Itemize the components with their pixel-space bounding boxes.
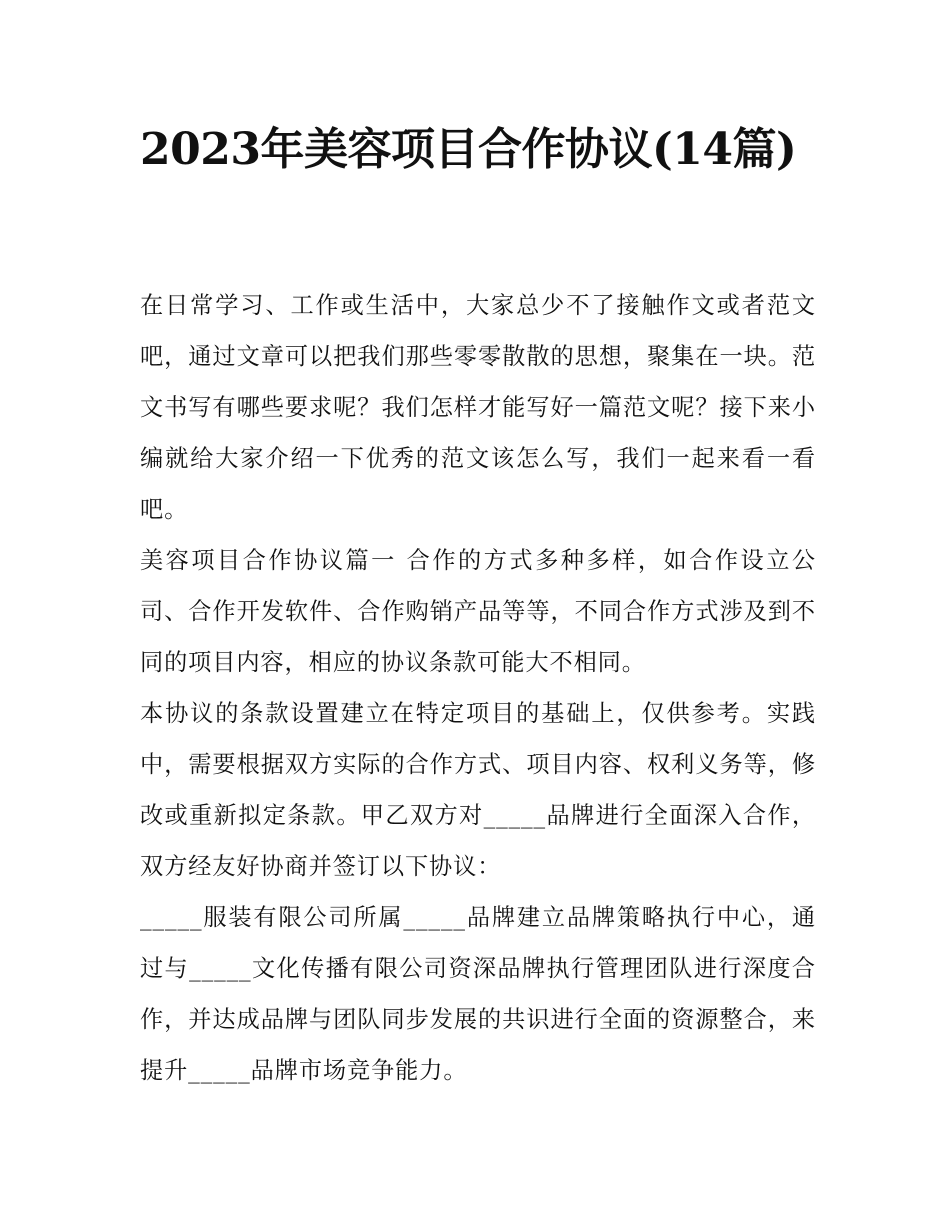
document-title: 2023年美容项目合作协议(14篇)	[140, 124, 797, 175]
paragraph-cooperation: _____服装有限公司所属_____品牌建立品牌策略执行中心，通过与_____文化传播有限公司资深品牌执行管理团队进行深度合作，并达成品牌与团队同步发展的共识进行全面的资源整合，来提升_____品牌市场竞争能力。	[140, 904, 816, 1084]
paragraph-terms-note: 本协议的条款设置建立在特定项目的基础上，仅供参考。实践中，需要根据双方实际的合作方式、项目内容、权利义务等，修改或重新拟定条款。甲乙双方对_____品牌进行全面深入合作，双方经友好协商并签订以下协议：	[140, 700, 816, 880]
paragraph-intro: 在日常学习、工作或生活中，大家总少不了接触作文或者范文吧，通过文章可以把我们那些零零散散的思想，聚集在一块。范文书写有哪些要求呢？我们怎样才能写好一篇范文呢？接下来小编就给大家介绍一下优秀的范文该怎么写，我们一起来看一看吧。	[140, 292, 816, 523]
document-page	[140, 0, 816, 1229]
document-body	[140, 280, 816, 1096]
paragraph-article-one: 美容项目合作协议篇一 合作的方式多种多样，如合作设立公司、合作开发软件、合作购销产品等等，不同合作方式涉及到不同的项目内容，相应的协议条款可能大不相同。	[140, 547, 816, 676]
